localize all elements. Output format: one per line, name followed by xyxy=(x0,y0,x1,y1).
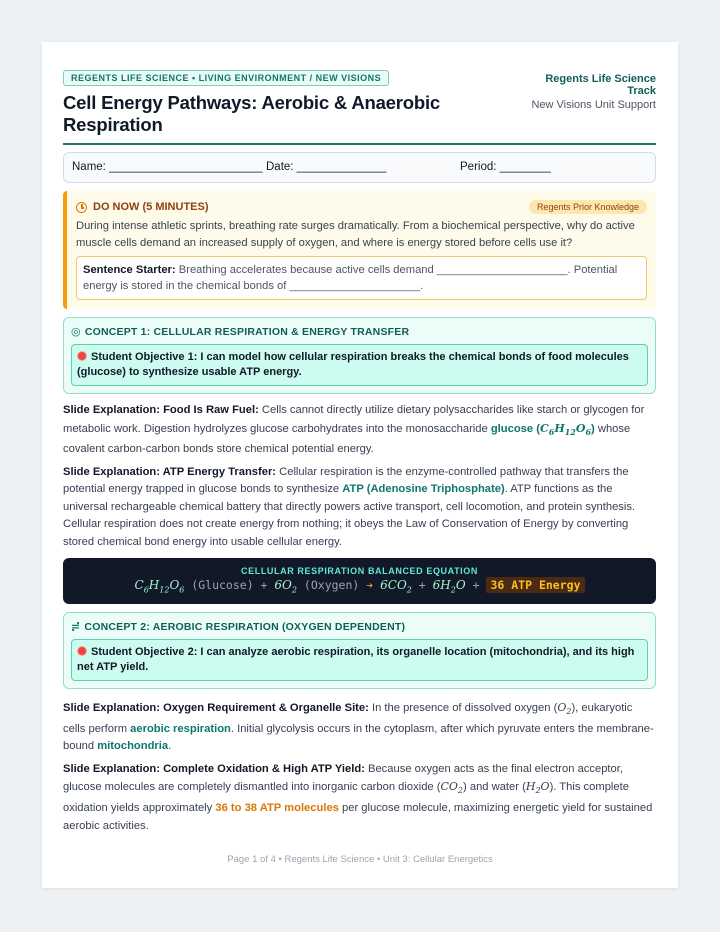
name-field[interactable]: Name: ________________________ xyxy=(72,161,263,173)
explanation-text: . This complete oxidation yields approximately xyxy=(63,781,629,815)
atp-yield-term: 36 to 38 ATP molecules xyxy=(215,802,339,815)
flow-icon: ≓ xyxy=(71,621,81,634)
atp-term: ATP (Adenosine Triphosphate) xyxy=(342,483,505,496)
explanation-label: Slide Explanation: ATP Energy Transfer: xyxy=(63,465,277,478)
explanation-label: Slide Explanation: Complete Oxidation & High ATP Yield: xyxy=(63,762,365,775)
oxygen-label: (Oxygen) xyxy=(303,578,360,593)
concept-1-title: CONCEPT 1: CELLULAR RESPIRATION & ENERGY TRANSFER xyxy=(84,325,410,338)
do-now-box xyxy=(63,191,656,309)
concept-1-box xyxy=(63,317,656,394)
explanation-text: . ATP functions as the universal rechargeable chemical battery that directly powers active transport, cell locomotion, and protein synthesis. Cellular respiration does not create energy from nothing; it obeys the Law of Conservation of Energy by converting stored chemical bond energy into usable cellular energy. xyxy=(63,483,636,548)
explanation-label: Slide Explanation: Oxygen Requirement & Organelle Site: xyxy=(63,702,369,715)
arrow-icon: ➔ xyxy=(366,578,374,593)
starter-label: Sentence Starter: xyxy=(83,264,176,276)
objective-2 xyxy=(71,639,648,681)
mitochondria-term: mitochondria xyxy=(97,740,169,753)
atp-energy-label: 36 ATP Energy xyxy=(486,577,584,593)
clock-icon xyxy=(76,202,87,213)
dart-icon xyxy=(77,351,87,361)
explanation-text: Because oxygen acts as the final electron acceptor, glucose molecules are completely dismantled into inorganic carbon dioxide xyxy=(63,762,623,794)
explanation-food-fuel: Slide Explanation: Food Is Raw Fuel: Cells cannot directly utilize dietary polysaccharides like starch or glycogen for metabolic work. Digestion hydrolyzes glucose carbohydrates into the monosaccharide glucose $(C_6H_{12}O_6)$ whose covalent carbon-carbon bonds store chemical potential energy. xyxy=(63,404,645,456)
objective-2-text: Student Objective 2: I can analyze aerobic respiration, its organelle location (mitochondria), and its high net ATP yield. xyxy=(77,646,635,674)
explanation-text: Cells cannot directly utilize dietary polysaccharides like starch or glycogen for metabolic work. Digestion hydrolyzes glucose carbohydrates into the monosaccharide xyxy=(63,404,645,435)
date-field[interactable]: Date: ______________ xyxy=(266,161,387,173)
explanation-text: and water xyxy=(469,781,519,794)
concept-2-title: CONCEPT 2: AEROBIC RESPIRATION (OXYGEN DEPENDENT) xyxy=(84,620,406,633)
do-now-question: During intense athletic sprints, breathing rate surges dramatically. From a biochemical perspective, why do active muscle cells demand an increased supply of oxygen, and where is energy stored before cells use it? xyxy=(76,220,635,249)
support-label: New Visions Unit Support xyxy=(531,99,656,111)
course-tag: REGENTS LIFE SCIENCE • LIVING ENVIRONMENT / NEW VISIONS xyxy=(63,70,389,86)
glucose-label: (Glucose) xyxy=(191,578,254,593)
header-rule xyxy=(63,143,656,145)
worksheet-page xyxy=(42,42,678,888)
aerobic-term: aerobic respiration xyxy=(130,722,231,735)
student-info-fields xyxy=(63,152,656,183)
explanation-text: per glucose molecule, maximizing energetic yield for sustained aerobic activities. xyxy=(63,802,653,832)
explanation-text: . xyxy=(168,740,172,753)
prior-knowledge-badge: Regents Prior Knowledge xyxy=(529,200,647,214)
explanation-atp-transfer xyxy=(63,464,656,552)
explanation-text: . Initial glycolysis occurs in the cytoplasm, after which pyruvate enters the membrane-bound xyxy=(63,722,654,753)
explanation-label: Slide Explanation: Food Is Raw Fuel: xyxy=(63,404,259,416)
glucose-term: glucose xyxy=(490,422,534,435)
equation-label: CELLULAR RESPIRATION BALANCED EQUATION xyxy=(241,566,478,577)
header xyxy=(63,68,656,136)
page-title: Cell Energy Pathways: Aerobic & Anaerobic Respiration xyxy=(63,92,440,135)
objective-1 xyxy=(71,344,648,386)
sentence-starter[interactable] xyxy=(76,256,647,300)
explanation-oxidation-yield: Slide Explanation: Complete Oxidation & High ATP Yield: Because oxygen acts as the final electron acceptor, glucose molecules are completely dismantled into inorganic carbon dioxide $(CO_2)$ and water $(H_2O)$. This complete oxidation yields approximately 36 to 38 ATP molecules per glucose molecule, maximizing energetic yield for sustained aerobic activities. xyxy=(63,762,653,832)
period-field[interactable]: Period: ________ xyxy=(460,161,551,173)
balanced-equation: $C_6H_{12}O_6$ $(Glucose) + 6O_2$ (Oxygen) ➔ $6CO_2 + 6H_2O + 36$ ATP Energy xyxy=(63,578,656,594)
target-icon: ◎ xyxy=(71,326,81,338)
dart-icon xyxy=(77,646,87,656)
track-label: Regents Life Science Track xyxy=(545,73,656,97)
objective-1-text: Student Objective 1: I can model how cellular respiration breaks the chemical bonds of food molecules (glucose) to synthesize usable ATP energy. xyxy=(77,351,629,378)
page-footer: Page 1 of 4 • Regents Life Science • Unit 3: Cellular Energetics xyxy=(227,854,493,865)
explanation-text: , eukaryotic cells perform xyxy=(63,702,633,735)
starter-text: Breathing accelerates because active cells demand _____________________. Potential energy is stored in the chemical bonds of _____________________. xyxy=(83,264,618,292)
do-now-title: DO NOW (5 MINUTES) xyxy=(93,201,209,213)
concept-2-box xyxy=(63,612,656,689)
explanation-oxygen-site: Slide Explanation: Oxygen Requirement & Organelle Site: In the presence of dissolved oxygen $(O_2)$, eukaryotic cells perform aerobic respiration. Initial glycolysis occurs in the cytoplasm, after which pyruvate enters the membrane-bound mitochondria. xyxy=(63,701,654,753)
explanation-text: Cellular respiration is the enzyme-controlled pathway that transfers the potential energy trapped in glucose bonds to synthesize xyxy=(63,465,629,496)
explanation-text: whose covalent carbon-carbon bonds store chemical potential energy. xyxy=(63,422,631,456)
equation-box xyxy=(63,558,656,604)
explanation-text: In the presence of dissolved oxygen xyxy=(371,702,551,715)
